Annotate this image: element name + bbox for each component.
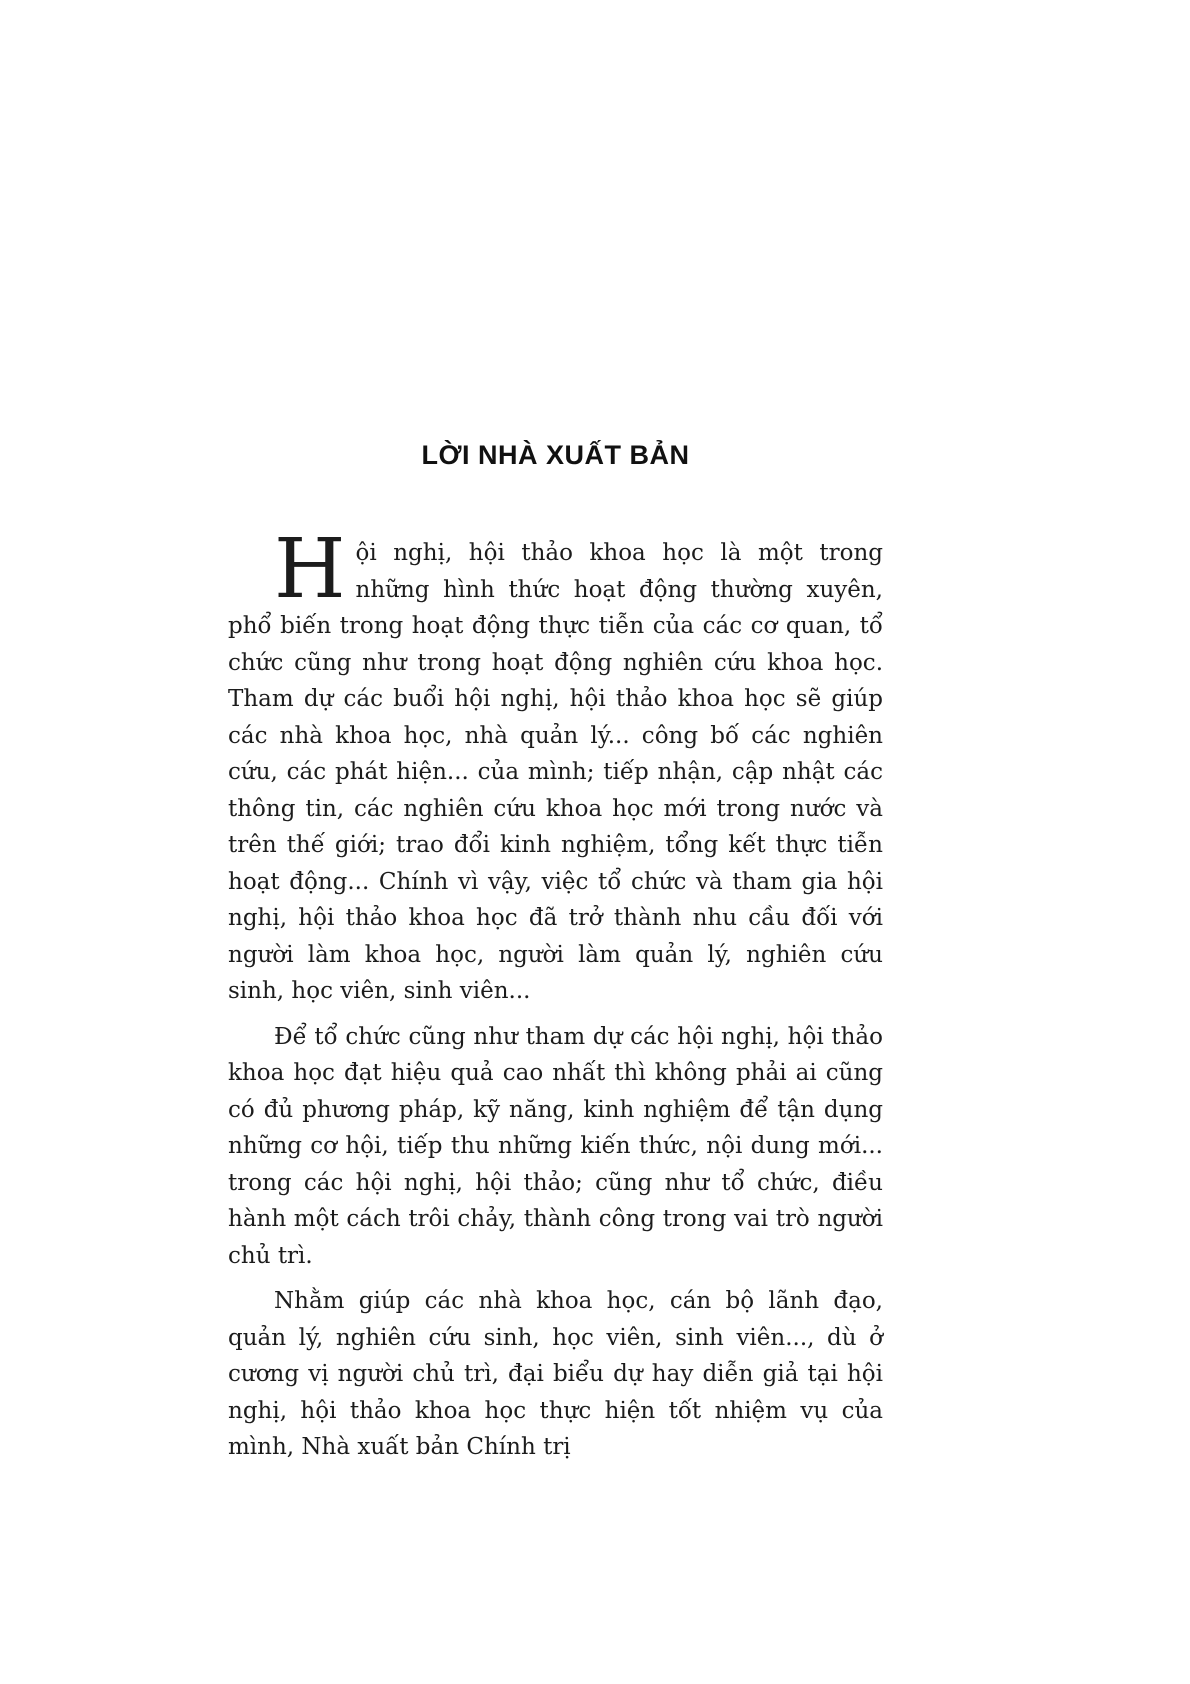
text-column [228, 440, 883, 1475]
paragraph-1 [228, 522, 883, 1010]
drop-cap: H [274, 522, 346, 617]
paragraph-2: Để tổ chức cũng như tham dự các hội nghị, hội thảo khoa học đạt hiệu quả cao nhất thì không phải ai cũng có đủ phương pháp, kỹ năng, kinh nghiệm để tận dụng những cơ hội, tiếp thu những kiến thức, nội dung mới... trong các hội nghị, hội thảo; cũng như tổ chức, điều hành một cách trôi chảy, thành công trong vai trò người chủ trì. [228, 1023, 883, 1269]
paragraph-3: Nhằm giúp các nhà khoa học, cán bộ lãnh đạo, quản lý, nghiên cứu sinh, học viên, sinh viên..., dù ở cương vị người chủ trì, đại biểu dự hay diễn giả tại hội nghị, hội thảo khoa học thực hiện tốt nhiệm vụ của mình, Nhà xuất bản Chính trị [228, 1288, 883, 1460]
paragraph-1-text: ội nghị, hội thảo khoa học là một trong những hình thức hoạt động thường xuyên, phổ biến trong hoạt động thực tiễn của các cơ quan, tổ chức cũng như trong hoạt động nghiên cứu khoa học. Tham dự các buổi hội nghị, hội thảo khoa học sẽ giúp các nhà khoa học, nhà quản lý... công bố các nghiên cứu, các phát hiện... của mình; tiếp nhận, cập nhật các thông tin, các nghiên cứu khoa học mới trong nước và trên thế giới; trao đổi kinh nghiệm, tổng kết thực tiễn hoạt động... Chính vì vậy, việc tổ chức và tham gia hội nghị, hội thảo khoa học đã trở thành nhu cầu đối với người làm khoa học, người làm quản lý, nghiên cứu sinh, học viên, sinh viên... [228, 540, 883, 1004]
page-title: LỜI NHÀ XUẤT BẢN [421, 440, 690, 470]
